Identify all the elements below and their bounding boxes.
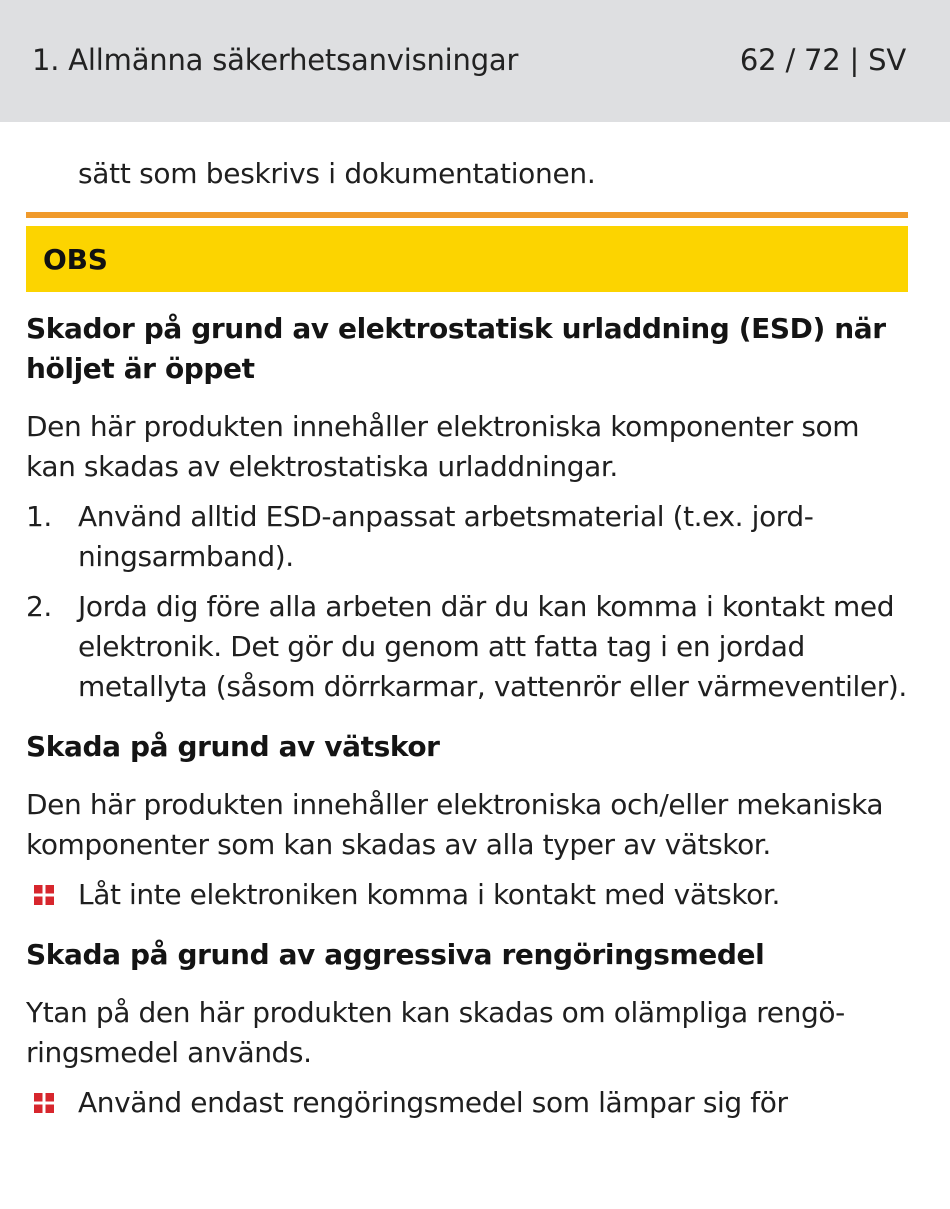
step-number: 2. bbox=[26, 590, 52, 623]
page-header bbox=[0, 0, 950, 122]
page-content bbox=[26, 152, 908, 1123]
liquids-heading: Skada på grund av vätskor bbox=[26, 730, 440, 763]
step-item bbox=[26, 587, 908, 707]
action-text: Använd endast rengöringsmedel som lämpar sig för bbox=[78, 1086, 788, 1119]
action-text: Låt inte elektroniken komma i kontakt med vätskor. bbox=[78, 878, 780, 911]
notice-divider bbox=[26, 212, 908, 218]
action-item bbox=[26, 1083, 908, 1123]
section-title: 1. Allmänna säkerhetsanvisningar bbox=[32, 43, 519, 77]
cleaning-heading: Skada på grund av aggressiva rengöringsmedel bbox=[26, 938, 765, 971]
continuation-text: sätt som beskrivs i dokumentationen. bbox=[78, 157, 596, 190]
step-number: 1. bbox=[26, 500, 52, 533]
esd-heading: Skador på grund av elektrostatisk urladdning (ESD) när höljet är öppet bbox=[26, 312, 886, 385]
notice-label: OBS bbox=[43, 242, 108, 276]
notice-banner bbox=[26, 226, 908, 292]
step-text: Jorda dig före alla arbeten där du kan komma i kontakt med elektronik. Det gör du genom att fatta tag i en jordad metallyta (såsom dörrkarmar, vattenrör eller värmeventiler). bbox=[78, 590, 907, 703]
step-text: Använd alltid ESD-anpassat arbetsmaterial (t.ex. jordningsarmband). bbox=[78, 500, 814, 573]
page-indicator: 62 / 72 | SV bbox=[739, 43, 906, 77]
action-item bbox=[26, 875, 908, 915]
cleaning-body: Ytan på den här produkten kan skadas om olämpliga rengöringsmedel används. bbox=[26, 996, 846, 1069]
cleaning-actions bbox=[26, 1083, 908, 1123]
liquids-body: Den här produkten innehåller elektroniska och/eller mekaniska komponenter som kan skadas av alla typer av vätskor. bbox=[26, 788, 884, 861]
action-square-icon bbox=[34, 1093, 54, 1113]
action-square-icon bbox=[34, 885, 54, 905]
liquids-actions bbox=[26, 875, 908, 915]
step-item bbox=[26, 497, 908, 577]
esd-steps bbox=[26, 497, 908, 707]
esd-body: Den här produkten innehåller elektroniska komponenter som kan skadas av elektrostatiska urladdningar. bbox=[26, 410, 860, 483]
